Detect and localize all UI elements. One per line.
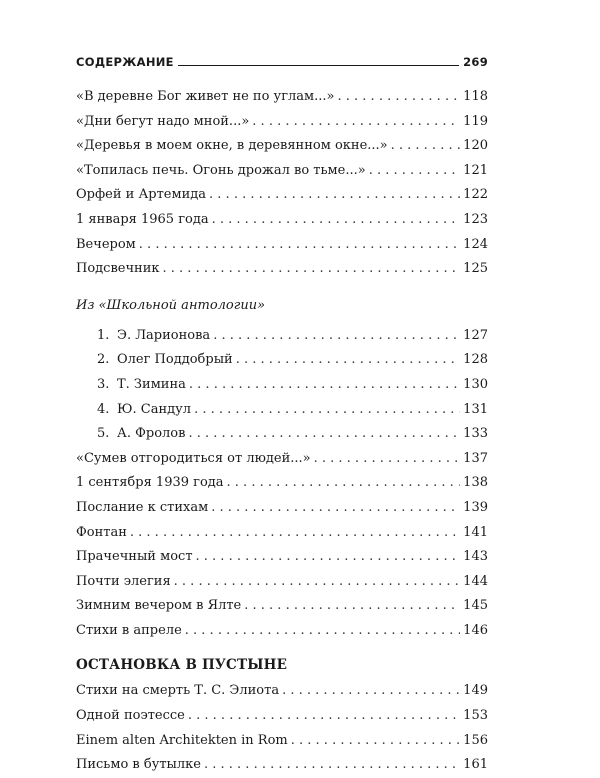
toc-entry — [76, 570, 488, 595]
toc-entry-title: «Деревья в моем окне, в деревянном окне...» — [76, 138, 388, 154]
toc-entry-title: Прачечный мост — [76, 549, 193, 565]
toc-entry-page: 124 — [463, 236, 488, 252]
dot-leader — [204, 753, 460, 778]
toc-entry-title: Т. Зимина — [117, 376, 186, 392]
running-head-page-number: 269 — [463, 55, 488, 69]
dot-leader — [188, 704, 460, 729]
toc-entry-title: Вечером — [76, 236, 136, 252]
dot-leader — [139, 233, 460, 258]
toc-entry — [76, 159, 488, 184]
toc-entry-page: 143 — [463, 549, 488, 565]
toc-entry-number: 5. — [97, 426, 110, 442]
toc-entry-title: Письмо в бутылке — [76, 757, 201, 773]
toc-entry-number: 4. — [97, 401, 110, 417]
dot-leader — [338, 85, 461, 110]
toc-entry-page: 156 — [463, 732, 488, 748]
toc-entry-page: 123 — [463, 211, 488, 227]
dot-leader — [227, 471, 461, 496]
toc-entry-title: Олег Поддобрый — [117, 352, 233, 368]
toc-entry-title: Послание к стихам — [76, 499, 209, 515]
toc-entry-title: «Сумев отгородиться от людей...» — [76, 450, 311, 466]
dot-leader — [252, 110, 460, 135]
dot-leader — [174, 570, 461, 595]
toc-entry-page: 133 — [463, 426, 488, 442]
toc-entry — [76, 373, 488, 398]
toc-entry — [76, 233, 488, 258]
dot-leader — [391, 134, 461, 159]
section-heading: ОСТАНОВКА В ПУСТЫНЕ — [76, 657, 288, 674]
dot-leader — [189, 373, 460, 398]
toc-entry-number: 3. — [97, 376, 110, 392]
toc-entry-page: 137 — [463, 450, 488, 466]
dot-leader — [163, 257, 461, 282]
dot-leader — [213, 324, 460, 349]
book-page — [76, 0, 488, 773]
toc-entry — [76, 85, 488, 110]
toc-entry-title: Стихи в апреле — [76, 622, 182, 638]
toc-entry — [76, 422, 488, 447]
toc-group-b — [76, 447, 488, 644]
dot-leader — [185, 619, 460, 644]
toc-entry-page: 121 — [463, 162, 488, 178]
toc-entry — [76, 134, 488, 159]
toc-entry-title: Ю. Сандул — [117, 401, 192, 417]
toc-entry — [76, 183, 488, 208]
dot-leader — [211, 496, 460, 521]
toc-group-section2 — [76, 679, 488, 777]
running-head-rule — [178, 65, 459, 66]
toc-entry-title: 1 января 1965 года — [76, 211, 209, 227]
toc-entry-title: Э. Ларионова — [117, 327, 211, 343]
running-head-title: СОДЕРЖАНИЕ — [76, 55, 174, 69]
toc-entry-title: Фонтан — [76, 524, 127, 540]
toc-entry-page: 127 — [463, 327, 488, 343]
toc-entry-page: 128 — [463, 352, 488, 368]
toc-entry — [76, 594, 488, 619]
toc-entry-page: 141 — [463, 524, 488, 540]
dot-leader — [194, 398, 460, 423]
toc-group-a — [76, 85, 488, 282]
toc-entry — [76, 679, 488, 704]
toc-entry-title: Почти элегия — [76, 573, 171, 589]
toc-entry-page: 144 — [463, 573, 488, 589]
toc-entry-page: 118 — [463, 89, 488, 104]
toc-entry-page: 122 — [463, 187, 488, 203]
table-of-contents — [76, 85, 488, 778]
toc-entry-title: Зимним вечером в Ялте — [76, 598, 242, 614]
toc-entry — [76, 447, 488, 472]
toc-entry-page: 161 — [463, 757, 488, 773]
toc-entry-page: 138 — [463, 475, 488, 491]
dot-leader — [212, 208, 461, 233]
toc-entry-page: 130 — [463, 376, 488, 392]
toc-entry-page: 145 — [463, 598, 488, 614]
toc-entry-title: «В деревне Бог живет не по углам...» — [76, 89, 335, 104]
toc-entry — [76, 257, 488, 282]
toc-entry-page: 125 — [463, 261, 488, 277]
dot-leader — [282, 679, 460, 704]
toc-entry-title: 1 сентября 1939 года — [76, 475, 224, 491]
dot-leader — [130, 521, 460, 546]
toc-entry-page: 120 — [463, 138, 488, 154]
toc-entry — [76, 619, 488, 644]
toc-entry-title: «Дни бегут надо мной...» — [76, 113, 250, 129]
dot-leader — [244, 594, 460, 619]
toc-entry-page: 149 — [463, 683, 488, 699]
dot-leader — [196, 545, 461, 570]
toc-entry-title: Одной поэтессе — [76, 708, 185, 724]
toc-entry-title: Стихи на смерть Т. С. Элиота — [76, 683, 280, 699]
toc-entry-title: «Топилась печь. Огонь дрожал во тьме...» — [76, 162, 366, 178]
toc-entry — [76, 324, 488, 349]
dot-leader — [236, 348, 460, 373]
dot-leader — [209, 183, 460, 208]
toc-entry — [76, 521, 488, 546]
anthology-heading: Из «Школьной антологии» — [76, 297, 266, 313]
toc-entry — [76, 398, 488, 423]
running-head — [76, 51, 488, 69]
toc-entry — [76, 496, 488, 521]
toc-entry-page: 139 — [463, 499, 488, 515]
dot-leader — [314, 447, 461, 472]
dot-leader — [188, 422, 460, 447]
toc-entry — [76, 471, 488, 496]
toc-entry-page: 153 — [463, 708, 488, 724]
toc-entry-page: 146 — [463, 622, 488, 638]
toc-entry — [76, 208, 488, 233]
toc-entry — [76, 110, 488, 135]
toc-entry-page: 119 — [463, 113, 488, 129]
dot-leader — [369, 159, 460, 184]
toc-entry-page: 131 — [463, 401, 488, 417]
toc-entry-title: А. Фролов — [117, 426, 186, 442]
toc-entry-title: Подсвечник — [76, 261, 160, 277]
toc-entry — [76, 545, 488, 570]
toc-entry-title: Орфей и Артемида — [76, 187, 207, 203]
toc-entry — [76, 704, 488, 729]
toc-group-anthology — [76, 324, 488, 447]
toc-entry — [76, 348, 488, 373]
toc-entry-title: Einem alten Architekten in Rom — [76, 732, 288, 748]
toc-entry-number: 2. — [97, 352, 110, 368]
toc-entry — [76, 753, 488, 778]
toc-entry-number: 1. — [97, 327, 110, 343]
